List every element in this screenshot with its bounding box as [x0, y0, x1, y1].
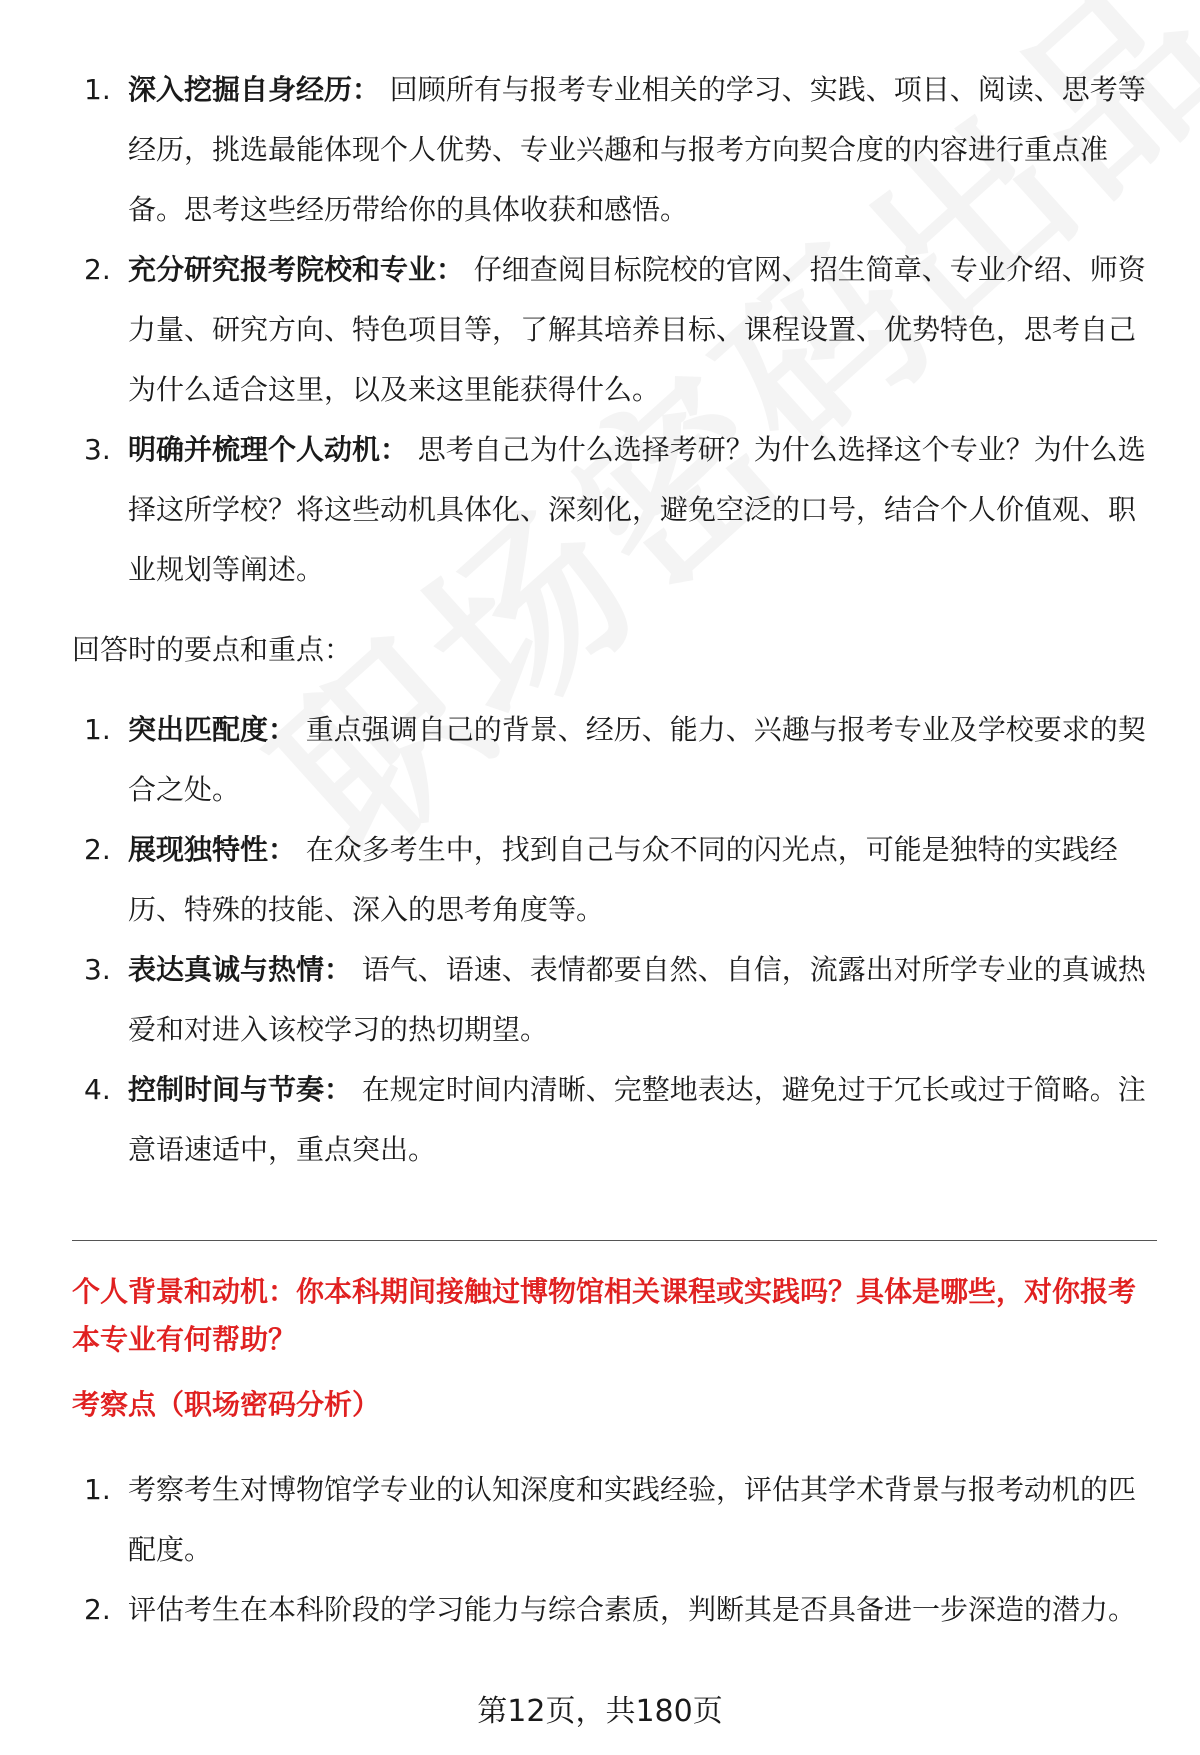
item-number: 1.: [84, 73, 111, 106]
item-number: 1.: [84, 713, 111, 746]
item-number: 2.: [84, 253, 111, 286]
list-item: [72, 420, 1147, 600]
section-intro: 回答时的要点和重点：: [72, 633, 353, 666]
item-text: 考察考生对博物馆学专业的认知深度和实践经验，评估其学术背景与报考动机的匹配度。: [128, 1473, 1137, 1566]
item-lead: 明确并梳理个人动机：: [128, 433, 409, 466]
key-points-list: [72, 700, 1147, 1180]
list-item: [72, 940, 1147, 1060]
item-text: 回顾所有与报考专业相关的学习、实践、项目、阅读、思考等经历，挑选最能体现个人优势、专业兴趣和与报考方向契合度的内容进行重点准备。思考这些经历带给你的具体收获和感悟。: [128, 73, 1146, 226]
item-text: 思考自己为什么选择考研？为什么选择这个专业？为什么选择这所学校？将这些动机具体化、深刻化，避免空泛的口号，结合个人价值观、职业规划等阐述。: [128, 433, 1146, 586]
list-item: [72, 240, 1147, 420]
list-item: [72, 60, 1147, 240]
item-text: 语气、语速、表情都要自然、自信，流露出对所学专业的真诚热爱和对进入该校学习的热切期望。: [128, 953, 1146, 1046]
item-lead: 控制时间与节奏：: [128, 1073, 353, 1106]
section-divider: [72, 1240, 1157, 1241]
item-number: 3.: [84, 433, 111, 466]
item-lead: 充分研究报考院校和专业：: [128, 253, 465, 286]
item-number: 2.: [84, 1593, 111, 1626]
item-lead: 展现独特性：: [128, 833, 297, 866]
item-text: 仔细查阅目标院校的官网、招生简章、专业介绍、师资力量、研究方向、特色项目等，了解其培养目标、课程设置、优势特色，思考自己为什么适合这里，以及来这里能获得什么。: [128, 253, 1146, 406]
item-text: 在规定时间内清晰、完整地表达，避免过于冗长或过于简略。注意语速适中，重点突出。: [128, 1073, 1146, 1166]
preparation-list: [72, 60, 1147, 600]
item-text: 重点强调自己的背景、经历、能力、兴趣与报考专业及学校要求的契合之处。: [128, 713, 1146, 806]
item-lead: 深入挖掘自身经历：: [128, 73, 381, 106]
item-number: 4.: [84, 1073, 111, 1106]
list-item: [72, 1460, 1147, 1580]
item-text: 评估考生在本科阶段的学习能力与综合素质，判断其是否具备进一步深造的潜力。: [128, 1593, 1137, 1626]
analysis-heading: 考察点（职场密码分析）: [72, 1388, 381, 1421]
list-item: [72, 820, 1147, 940]
item-number: 1.: [84, 1473, 111, 1506]
list-item: [72, 700, 1147, 820]
item-number: 3.: [84, 953, 111, 986]
item-text: 在众多考生中，找到自己与众不同的闪光点，可能是独特的实践经历、特殊的技能、深入的思考角度等。: [128, 833, 1118, 926]
list-item: [72, 1580, 1147, 1640]
item-number: 2.: [84, 833, 111, 866]
analysis-list: [72, 1460, 1147, 1640]
item-lead: 表达真诚与热情：: [128, 953, 353, 986]
page-number: 第12页，共180页: [477, 1694, 723, 1729]
list-item: [72, 1060, 1147, 1180]
interview-question: 个人背景和动机：你本科期间接触过博物馆相关课程或实践吗？具体是哪些，对你报考本专业有何帮助？: [72, 1275, 1137, 1356]
item-lead: 突出匹配度：: [128, 713, 297, 746]
